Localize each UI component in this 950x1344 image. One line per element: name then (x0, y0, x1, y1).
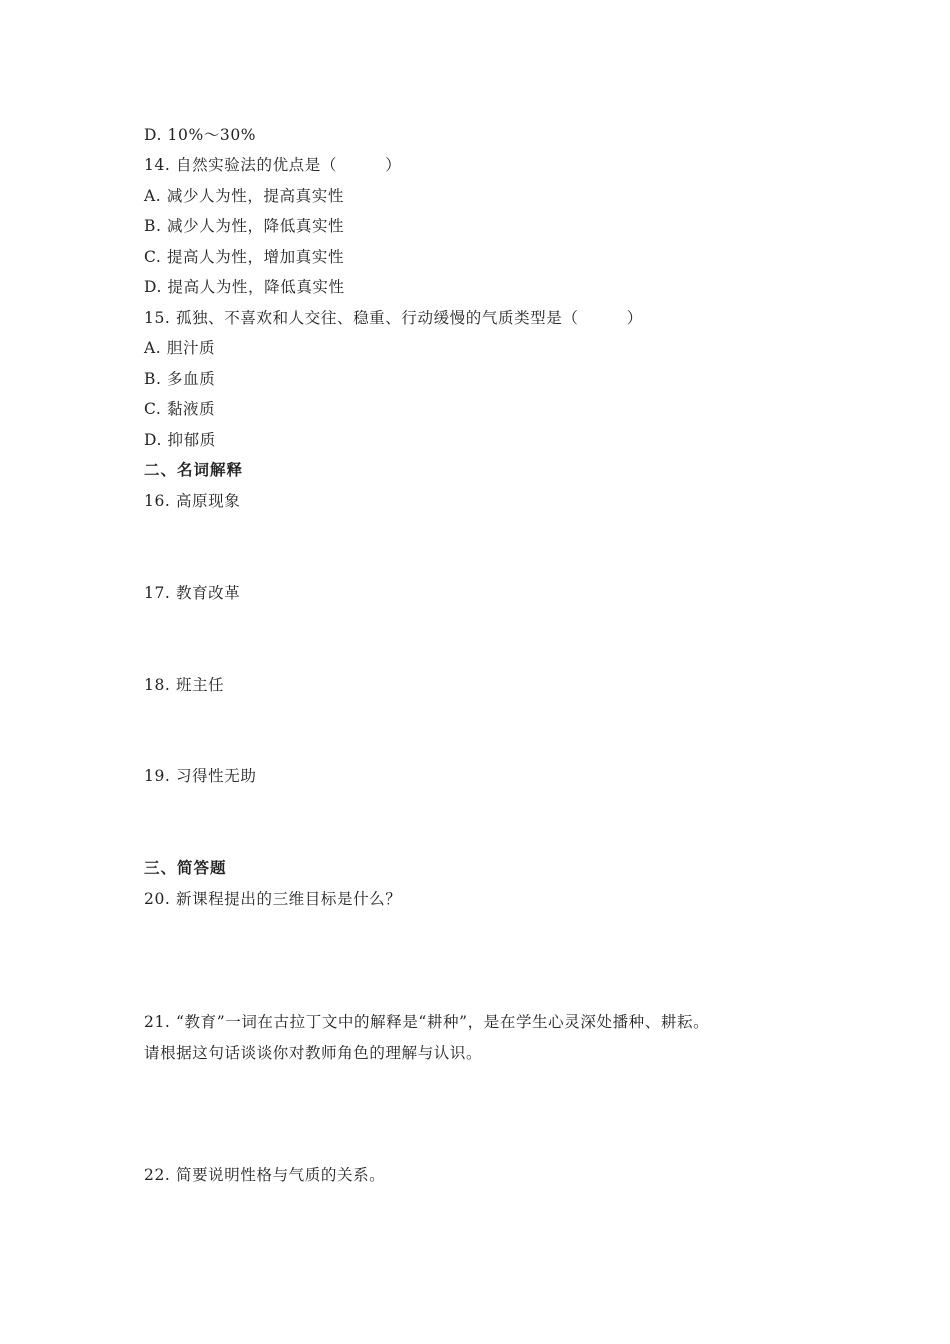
q15-option-d: D. 抑郁质 (144, 431, 216, 449)
q15-option-a: A. 胆汁质 (144, 339, 216, 357)
q15-option-c: C. 黏液质 (144, 400, 216, 418)
q14-option-c: C. 提高人为性，增加真实性 (144, 248, 345, 266)
q20-question: 20. 新课程提出的三维目标是什么？ (144, 890, 402, 908)
q15-option-b: B. 多血质 (144, 370, 216, 388)
q14-option-b: B. 减少人为性，降低真实性 (144, 217, 345, 235)
q19-term: 19. 习得性无助 (144, 767, 257, 785)
q13-option-d: D. 10%～30% (144, 126, 257, 144)
q15-question: 15. 孤独、不喜欢和人交往、稳重、行动缓慢的气质类型是（ ） (144, 309, 643, 327)
q22-question: 22. 简要说明性格与气质的关系。 (144, 1166, 386, 1184)
q16-term: 16. 高原现象 (144, 492, 241, 510)
q21-question-line-2: 请根据这句话谈谈你对教师角色的理解与认识。 (144, 1044, 483, 1062)
q18-term: 18. 班主任 (144, 676, 225, 694)
q14-question: 14. 自然实验法的优点是（ ） (144, 156, 402, 174)
q17-term: 17. 教育改革 (144, 584, 241, 602)
section-3-heading: 三、简答题 (144, 859, 227, 877)
section-2-heading: 二、名词解释 (144, 461, 244, 479)
q14-option-a: A. 减少人为性，提高真实性 (144, 187, 344, 205)
q14-option-d: D. 提高人为性，降低真实性 (144, 278, 345, 296)
q21-question-line-1: 21. “教育”一词在古拉丁文中的解释是“耕种”，是在学生心灵深处播种、耕耘。 (144, 1013, 710, 1031)
